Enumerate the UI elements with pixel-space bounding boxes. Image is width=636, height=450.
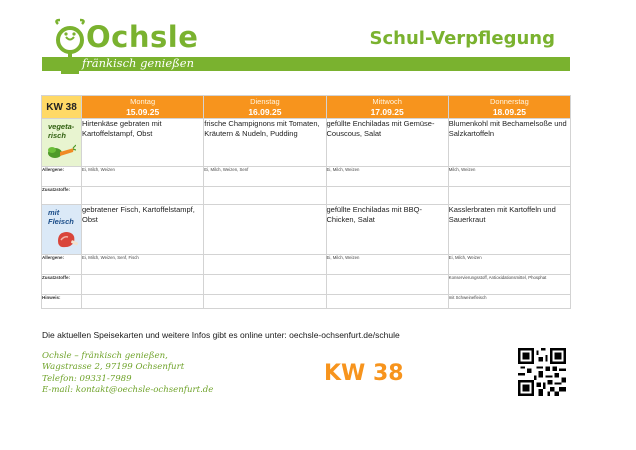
veg-label-line1: vegeta- <box>48 122 75 131</box>
day-date: 17.09.25 <box>370 107 404 117</box>
meat-allergene-wednesday: Ei, Milch, Weizen <box>326 255 448 275</box>
meat-meal-row <box>42 205 571 255</box>
meat-zusatz-row <box>42 275 571 295</box>
vegetables-icon <box>46 142 76 160</box>
meat-allergene-tuesday <box>204 255 326 275</box>
qr-code-icon <box>518 348 566 396</box>
meat-zusatz-monday <box>82 275 204 295</box>
day-name: Donnerstag <box>489 97 529 106</box>
veg-meal-wednesday: gefüllte Enchiladas mit Gemüse-Couscous, Salat <box>326 119 448 167</box>
address-line: Ochsle – fränkisch genießen, <box>42 351 168 361</box>
meat-label-line2: Fleisch <box>48 217 74 226</box>
meat-allergene-row <box>42 255 571 275</box>
meat-zusatz-thursday: Konservierungsstoff, Antioxidationsmittel, Phosphat <box>448 275 570 295</box>
meat-hinweis-label: Hinweis: <box>42 295 82 309</box>
veg-meal-thursday: Blumenkohl mit Bechamelsoße und Salzkartoffeln <box>448 119 570 167</box>
veg-category-label <box>42 119 81 140</box>
veg-allergene-monday: Ei, Milch, Weizen <box>82 167 204 187</box>
days-header-row <box>42 96 571 119</box>
day-name: Mittwoch <box>372 97 402 106</box>
day-date: 18.09.25 <box>492 107 526 117</box>
meat-meal-tuesday <box>204 205 326 255</box>
logo-word: Ochsle <box>86 20 199 54</box>
logo-tagline: fränkisch genießen <box>82 56 195 70</box>
meat-hinweis-monday <box>82 295 204 309</box>
day-name: Montag <box>130 97 156 106</box>
address-line: Wagstrasse 2, 97199 Ochsenfurt <box>42 362 185 373</box>
meat-hinweis-wednesday <box>326 295 448 309</box>
veg-meal-tuesday: frische Champignons mit Tomaten, Kräutern & Nudeln, Pudding <box>204 119 326 167</box>
veg-label-line2: risch <box>48 131 66 140</box>
day-name: Dienstag <box>250 97 280 106</box>
veg-zusatz-label: Zusatzstoffe: <box>42 187 82 205</box>
veg-zusatz-row <box>42 187 571 205</box>
address-block <box>42 351 213 396</box>
header-green-bar <box>42 57 570 71</box>
day-header-thursday <box>448 96 570 119</box>
day-header-tuesday <box>204 96 326 119</box>
veg-allergene-thursday: Milch, Weizen <box>448 167 570 187</box>
meat-zusatz-label: Zusatzstoffe: <box>42 275 82 295</box>
meat-allergene-monday: Ei, Milch, Weizen, Senf, Fisch <box>82 255 204 275</box>
veg-meal-monday: Hirtenkäse gebraten mit Kartoffelstampf, Obst <box>82 119 204 167</box>
meat-meal-thursday: Kasslerbraten mit Kartoffeln und Sauerkraut <box>448 205 570 255</box>
veg-allergene-tuesday: Ei, Milch, Weizen, Senf <box>204 167 326 187</box>
address-line: E-mail: kontakt@oechsle-ochsenfurt.de <box>42 384 214 395</box>
meat-hinweis-row <box>42 295 571 309</box>
meat-category-cell <box>42 205 82 255</box>
week-label: KW 38 <box>42 96 82 119</box>
week-number-large: KW 38 <box>324 361 404 386</box>
veg-category-cell <box>42 119 82 167</box>
veg-allergene-label: Allergene: <box>42 167 82 187</box>
meat-zusatz-wednesday <box>326 275 448 295</box>
meat-zusatz-tuesday <box>204 275 326 295</box>
page-title: Schul-Verpflegung <box>369 28 555 49</box>
menu-table <box>41 95 571 309</box>
meat-category-label <box>42 205 81 226</box>
address-line: Telefon: 09331-7989 <box>42 373 132 384</box>
meat-meal-wednesday: gefüllte Enchiladas mit BBQ-Chicken, Salat <box>326 205 448 255</box>
day-header-wednesday <box>326 96 448 119</box>
meat-hinweis-tuesday <box>204 295 326 309</box>
info-line: Die aktuellen Speisekarten und weitere Infos gibt es online unter: oechsle-ochsenfurt.de/schule <box>42 330 400 340</box>
meat-allergene-thursday: Ei, Milch, Weizen <box>448 255 570 275</box>
veg-allergene-row <box>42 167 571 187</box>
meat-label-line1: mit <box>48 208 60 217</box>
day-header-monday <box>82 96 204 119</box>
veg-allergene-wednesday: Ei, Milch, Weizen <box>326 167 448 187</box>
meat-hinweis-thursday: mit Schweinefleisch <box>448 295 570 309</box>
ham-icon <box>54 229 84 249</box>
meat-meal-monday: gebratener Fisch, Kartoffelstampf, Obst <box>82 205 204 255</box>
meat-allergene-label: Allergene: <box>42 255 82 275</box>
veg-meal-row <box>42 119 571 167</box>
day-date: 16.09.25 <box>248 107 282 117</box>
day-date: 15.09.25 <box>126 107 160 117</box>
